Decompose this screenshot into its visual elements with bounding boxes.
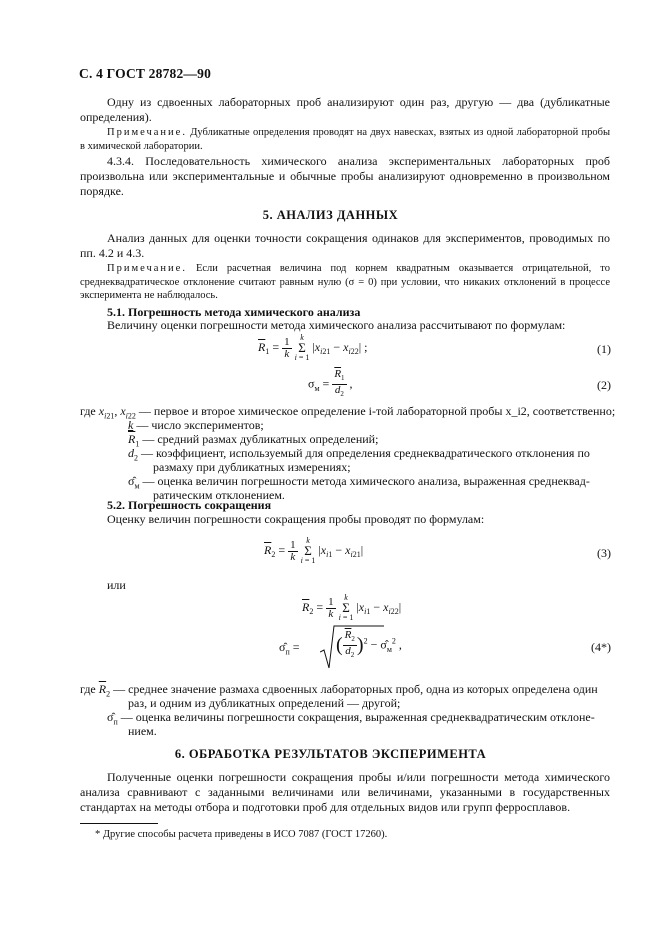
- section-6-title: 6. ОБРАБОТКА РЕЗУЛЬТАТОВ ЭКСПЕРИМЕНТА: [174, 747, 487, 761]
- legend-2-line-2b: нием.: [128, 724, 157, 738]
- equation-4-radicand: ( $\frac{\overline{R}_2}{d_2}$ )$^2 - \sigmâ_м^2$ ,: [336, 629, 402, 660]
- equation-2: $\sigma_м$ = $\frac{\overline{R}_1}{d_2}$ ,: [308, 368, 353, 399]
- footnote-divider: [80, 823, 158, 824]
- section-5-intro: Анализ данных для оценки точности сокращения одинаков для экспериментов, проводимых по пп. 4.2 и 4.3.: [80, 231, 610, 260]
- equation-1-number: (1): [597, 342, 611, 356]
- note-label: Примечание.: [107, 127, 187, 138]
- section-5-title: 5. АНАЛИЗ ДАННЫХ: [262, 208, 399, 222]
- note-duplicate: [80, 126, 610, 153]
- note-label: Примечание.: [107, 263, 187, 274]
- note-text: Если расчетная величина под корнем квадратным оказывается отрицательной, то среднеквадратическое отклонение считают равным нулю (σ = 0) при условии, что никаких отклонений в процессе эксперимента не наблюдалось.: [80, 263, 610, 302]
- subsection-5-2-text: Оценку величин погрешности сокращения пробы проводят по формулам:: [107, 512, 485, 526]
- section-6-text: Полученные оценки погрешности сокращения пробы и/или погрешности метода химического анализа сравнивают с заданными величинами или величинами, указанными в государственных стандартах на методы отбора и подготовки проб для отдельных видов или групп ферросплавов.: [80, 770, 610, 814]
- equation-2-number: (2): [597, 378, 611, 392]
- paragraph-4-3-4: 4.3.4. Последовательность химического анализа экспериментальных лабораторных проб произвольна или экспериментальные и обычные пробы анализируют одновременно в произвольном порядке.: [80, 154, 610, 198]
- subsection-5-1-title: 5.1. Погрешность метода химического анализа: [107, 305, 361, 319]
- legend-1-text-5a: — оценка величин погрешности метода химического анализа, выраженная среднеквад-: [142, 474, 590, 488]
- equation-4-range: $\overline{R}_2$ = $\frac{1}{k}$ k Σ i = 1 $|x_{i1} - x_{i22}|$: [302, 593, 402, 622]
- equation-4-number: (4*): [591, 640, 611, 654]
- subsection-5-2-title: 5.2. Погрешность сокращения: [107, 498, 272, 512]
- equation-3-number: (3): [597, 546, 611, 560]
- legend-1-text-4a: — коэффициент, используемый для определения среднеквадратического отклонения по: [141, 446, 590, 460]
- legend-1-line-3: $\overline{R}_1$ — средний размах дубликатных определений;: [128, 432, 379, 449]
- where-label: где: [80, 682, 96, 696]
- paragraph-duplicate-samples: Одну из сдвоенных лабораторных проб анализируют один раз, другую — два (дубликатные определения).: [80, 95, 610, 124]
- legend-2-line-2: $\sigmâ_п$ — оценка величины погрешности сокращения, выраженная среднеквадратическим отклоне-: [107, 710, 595, 727]
- or-label: или: [107, 578, 126, 592]
- legend-1-line-2: k — число экспериментов;: [128, 418, 264, 432]
- footnote: * Другие способы расчета приведены в ИСО 7087 (ГОСТ 17260).: [95, 829, 388, 840]
- legend-1-line-4b: размаху при дубликатных измерениях;: [153, 460, 351, 474]
- note-negative-root: [80, 262, 610, 303]
- note-text: Дубликатные определения проводят на двух навесках, взятых из одной лабораторной пробы в химической лаборатории.: [80, 127, 610, 152]
- legend-1-line-5: $\sigmâ_м$ — оценка величин погрешности метода химического анализа, выраженная среднеквад-: [128, 474, 590, 491]
- legend-2-line-1: где $\overline{R}_2$ — среднее значение размаха сдвоенных лабораторных проб, одна из которых определена один: [80, 682, 598, 699]
- equation-4-sigma-label: $\sigmâ_п$ =: [279, 640, 300, 657]
- legend-1-text-1: — первое и второе химическое определение i-той лабораторной пробы x_i2, соответственно;: [138, 404, 616, 418]
- legend-2-text-1a: — среднее значение размаха сдвоенных лабораторных проб, одна из которых определена один: [113, 682, 598, 696]
- where-label: где: [80, 404, 96, 418]
- equation-3: $\overline{R}_2$ = $\frac{1}{k}$ k Σ i = 1 $|x_{i1} - x_{i21}|$: [264, 536, 364, 565]
- legend-1-text-3: — средний размах дубликатных определений;: [142, 432, 379, 446]
- legend-1-line-5b: ратическим отклонением.: [153, 488, 285, 502]
- subsection-5-1-text: Величину оценки погрешности метода химического анализа рассчитывают по формулам:: [107, 318, 566, 332]
- legend-1-text-2: — число экспериментов;: [136, 418, 264, 432]
- equation-1: $\overline{R}_1$ = $\frac{1}{k}$ k Σ i = 1 $|x_{i21} - x_{i22}|$ ;: [258, 333, 368, 362]
- legend-2-line-1b: раз, и одним из дубликатных определений — другой;: [128, 696, 401, 710]
- page-header: С. 4 ГОСТ 28782—90: [79, 66, 212, 81]
- legend-1-line-4: $d_2$ — коэффициент, используемый для определения среднеквадратического отклонения по: [128, 446, 590, 463]
- legend-1-line-1: где $x_{i21}$, $x_{i22}$ — первое и второе химическое определение i-той лабораторной пробы x_i2, соответственно;: [80, 404, 616, 421]
- legend-2-text-2a: — оценка величины погрешности сокращения, выраженная среднеквадратическим отклоне-: [120, 710, 595, 724]
